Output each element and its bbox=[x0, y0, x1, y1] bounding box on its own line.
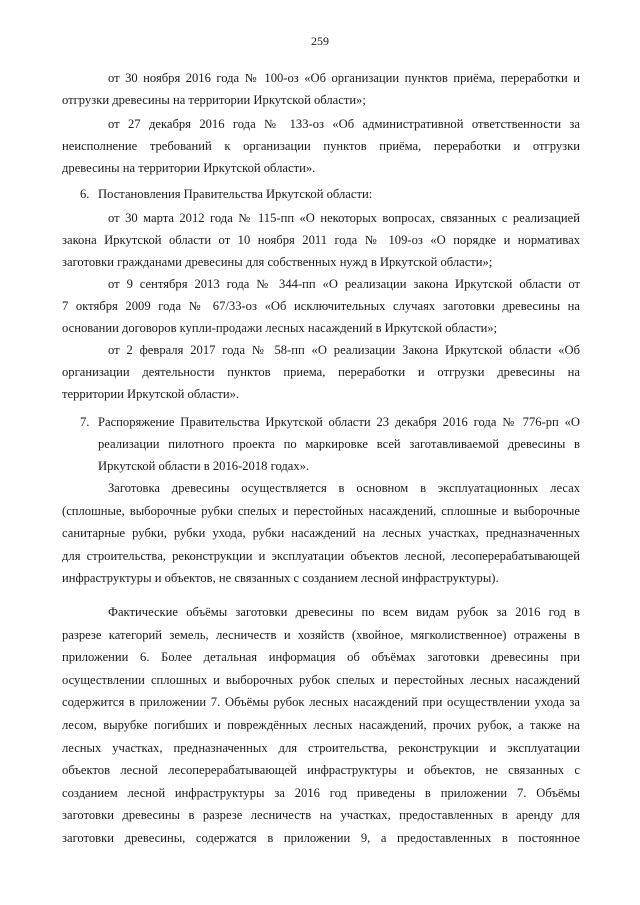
text-line: лесом, вырубке погибших и повреждённых лесных насаждений, прочих рубок, а также на bbox=[62, 718, 580, 732]
text-line: (сплошные, выборочные рубки спелых и перестойных насаждений, сплошные и выборочные bbox=[62, 503, 580, 518]
text-line: закона Иркутской области от 10 ноября 2011 года № 109-оз «О порядке и нормативах bbox=[62, 233, 580, 247]
text-line: Фактические объёмы заготовки древесины по всем видам рубок за 2016 год в bbox=[108, 605, 580, 619]
text-line: разрезе категорий земель, лесничеств и хозяйств (хвойное, мягколиственное) отражены в bbox=[62, 627, 580, 642]
text-line: от 30 марта 2012 года № 115-пп «О некоторых вопросах, связанных с реализацией bbox=[108, 211, 580, 225]
text-line: от 27 декабря 2016 года № 133-оз «Об административной ответственности за bbox=[108, 117, 580, 131]
text-line: заготовки гражданами древесины для собственных нужд в Иркутской области»; bbox=[62, 255, 493, 269]
text-line: для строительства, реконструкции и эксплуатации объектов лесной, лесоперерабатывающей bbox=[62, 548, 580, 563]
text-line: созданием лесной инфраструктуры за 2016 год приведены в приложении 7. Объёмы bbox=[62, 785, 580, 800]
text-line: содержится в приложении 7. Объёмы рубок лесных насаждений при осуществлении ухода за bbox=[62, 695, 580, 710]
text-line: от 2 февраля 2017 года № 58-пп «О реализации Закона Иркутской области «Об bbox=[108, 343, 580, 357]
text-line: санитарные рубки, рубки ухода, рубки насаждений на лесных участках, предназначенных bbox=[62, 526, 580, 540]
list-item-number: 7. bbox=[80, 415, 90, 429]
text-line: древесины на территории Иркутской области». bbox=[62, 161, 316, 175]
text-line: реализации пилотного проекта по маркировке всей заготавливаемой древесины в bbox=[98, 437, 580, 451]
text-line: отгрузки древесины на территории Иркутской области»; bbox=[62, 93, 366, 107]
text-line: Заготовка древесины осуществляется в основном в эксплуатационных лесах bbox=[108, 481, 580, 495]
text-line: Распоряжение Правительства Иркутской области 23 декабря 2016 года № 776-рп «О bbox=[98, 415, 580, 429]
page-number: 259 bbox=[311, 34, 329, 48]
text-line: Иркутской области в 2016-2018 годах». bbox=[98, 459, 310, 473]
text-line: лесных участках, предназначенных для строительства, реконструкции и эксплуатации bbox=[62, 740, 580, 755]
text-line: от 30 ноября 2016 года № 100-оз «Об организации пунктов приёма, переработки и bbox=[108, 71, 580, 85]
text-line: основании договоров купли-продажи лесных насаждений в Иркутской области»; bbox=[62, 321, 498, 335]
text-line: инфраструктуры и объектов, не связанных с созданием лесной инфраструктуры). bbox=[62, 571, 499, 585]
text-line: заготовки древесины в разрезе лесничеств на участках, предоставленных в аренду для bbox=[62, 808, 580, 823]
text-line: объектов лесной лесоперерабатывающей инфраструктуры и объектов, не связанных с bbox=[62, 763, 580, 778]
text-line: осуществлении сплошных и выборочных рубок спелых и перестойных лесных насаждений bbox=[62, 672, 580, 687]
text-line: от 9 сентября 2013 года № 344-пп «О реализации закона Иркутской области от bbox=[108, 277, 580, 291]
text-line: заготовки древесины, содержатся в приложении 9, а предоставленных в постоянное bbox=[62, 831, 580, 845]
text-line: 7 октября 2009 года № 67/33-оз «Об исключительных случаях заготовки древесины на bbox=[62, 299, 580, 313]
text-line: территории Иркутской области». bbox=[62, 387, 240, 401]
text-line: неисполнение требований к организации пунктов приёма, переработки и отгрузки bbox=[62, 139, 580, 153]
text-line: приложении 6. Более детальная информация об объёмах заготовки древесины при bbox=[62, 650, 580, 665]
text-line: организации деятельности пунктов приема, переработки и отгрузки древесины на bbox=[62, 365, 580, 379]
text-line: Постановления Правительства Иркутской области: bbox=[98, 187, 373, 201]
list-item-number: 6. bbox=[80, 187, 90, 201]
